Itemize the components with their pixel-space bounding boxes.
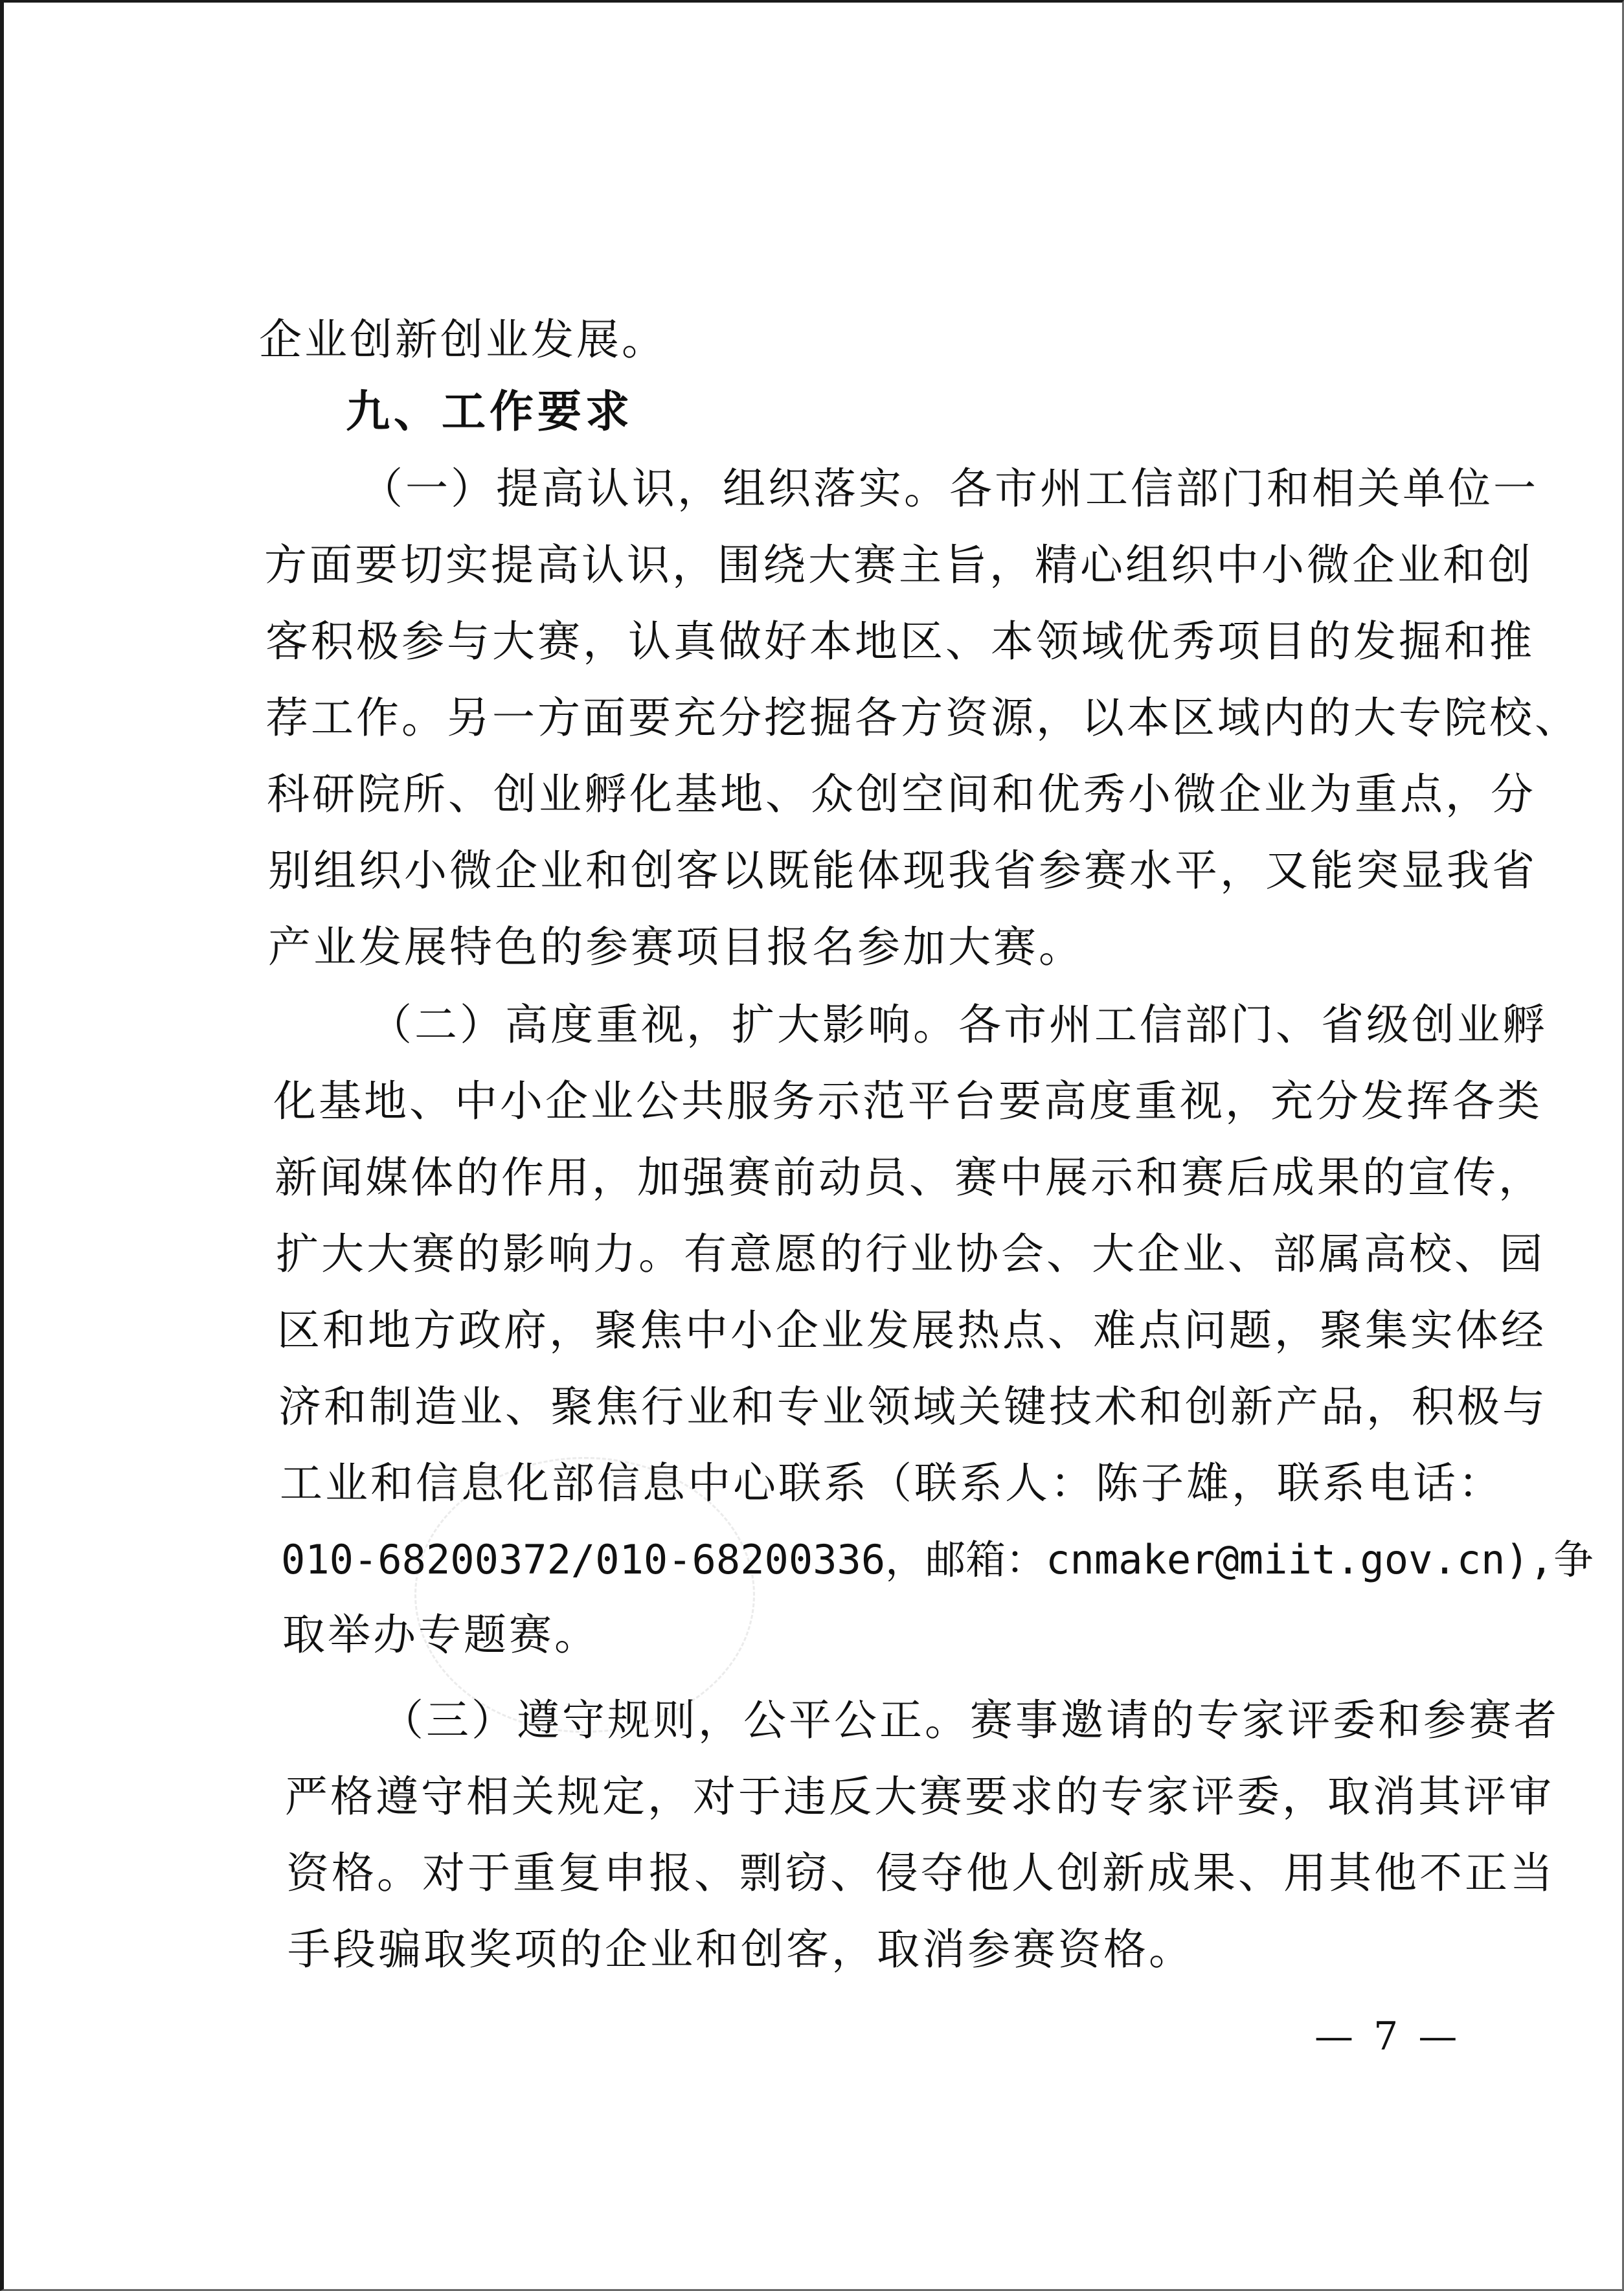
text-line: 资格。对于重复申报、剽窃、侵夺他人创新成果、用其他不正当 bbox=[286, 1848, 1555, 1898]
text-line: （二）高度重视，扩大影响。各市州工信部门、省级创业孵 bbox=[369, 1000, 1548, 1050]
text-line: 产业发展特色的参赛项目报名参加大赛。 bbox=[268, 922, 1084, 972]
text-line-contact: 010-68200372/010-68200336，邮箱：cnmaker@miit.gov.cn),争 bbox=[281, 1536, 1594, 1583]
text-line: 取举办专题赛。 bbox=[282, 1610, 600, 1660]
text-line: （一）提高认识，组织落实。各市州工信部门和相关单位一 bbox=[360, 464, 1539, 514]
text-line: 手段骗取奖项的企业和创客，取消参赛资格。 bbox=[288, 1924, 1194, 1974]
text-line: 荐工作。另一方面要充分挖掘各方资源，以本区域内的大专院校、 bbox=[265, 693, 1580, 743]
text-line: 化基地、中小企业公共服务示范平台要高度重视，充分发挥各类 bbox=[273, 1076, 1542, 1126]
text-line: 工业和信息化部信息中心联系（联系人：陈子雄，联系电话： bbox=[280, 1458, 1504, 1508]
text-line: 企业创新创业发展。 bbox=[259, 315, 667, 365]
text-line: （三）遵守规则，公平公正。赛事邀请的专家评委和参赛者 bbox=[381, 1695, 1559, 1745]
text-line: 科研院所、创业孵化基地、众创空间和优秀小微企业为重点，分 bbox=[267, 769, 1536, 819]
text-line: 别组织小微企业和创客以既能体现我省参赛水平，又能突显我省 bbox=[268, 846, 1537, 896]
text-line: 严格遵守相关规定，对于违反大赛要求的专家评委，取消其评审 bbox=[285, 1772, 1554, 1822]
page-number: — 7 — bbox=[1314, 2014, 1461, 2059]
text-line: 方面要切实提高认识，围绕大赛主旨，精心组织中小微企业和创 bbox=[264, 540, 1533, 590]
text-line: 济和制造业、聚焦行业和专业领域关键技术和创新产品，积极与 bbox=[278, 1382, 1548, 1432]
text-line: 区和地方政府，聚焦中小企业发展热点、难点问题，聚集实体经 bbox=[277, 1305, 1546, 1355]
text-line: 扩大大赛的影响力。有意愿的行业协会、大企业、部属高校、园 bbox=[276, 1229, 1545, 1279]
text-line: 新闻媒体的作用，加强赛前动员、赛中展示和赛后成果的宣传， bbox=[275, 1153, 1544, 1202]
section-heading: 九、工作要求 bbox=[346, 387, 634, 438]
text-line: 客积极参与大赛，认真做好本地区、本领域优秀项目的发掘和推 bbox=[265, 616, 1535, 666]
